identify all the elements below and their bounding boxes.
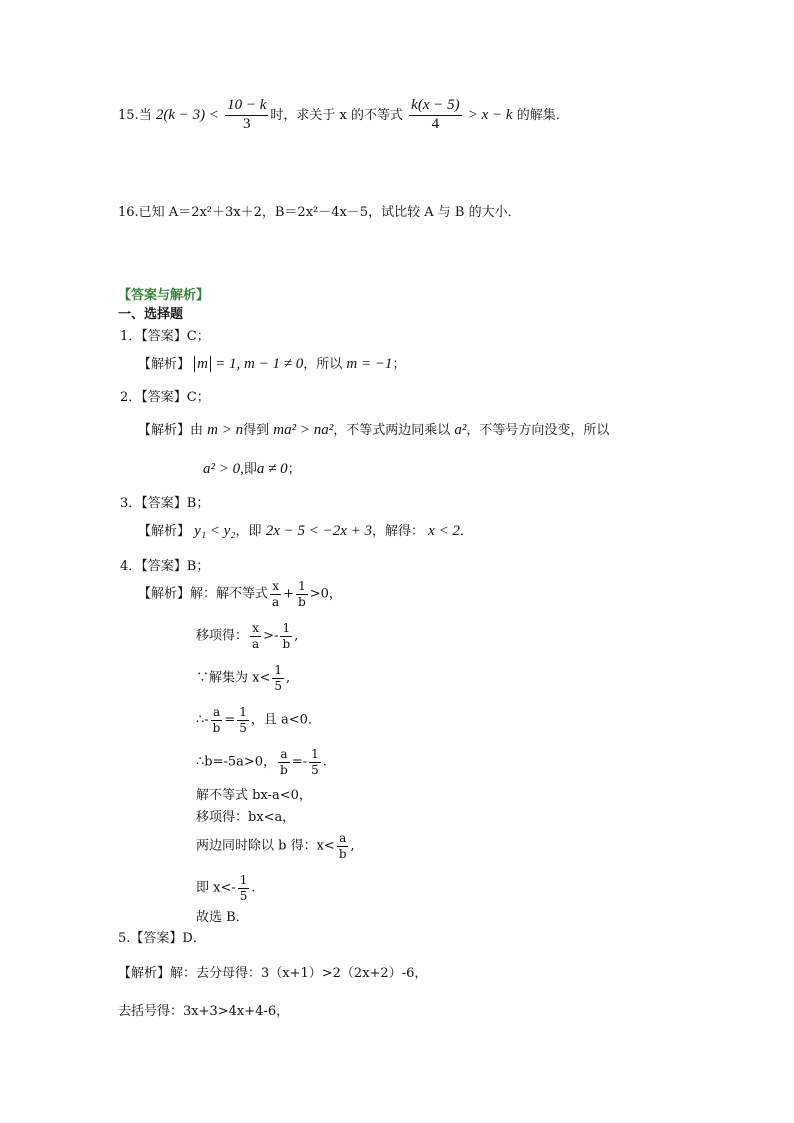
answer-4: 4．【答案】B； <box>120 559 210 574</box>
fraction-1-over-5 <box>237 706 249 734</box>
fraction-numerator: a <box>212 705 221 719</box>
math-expression: a² > 0, <box>203 461 244 477</box>
punct: ； <box>287 462 301 477</box>
explanation-text: ，即 <box>235 524 262 539</box>
explanation-text: ，且 a<0． <box>250 712 321 728</box>
explanation-3 <box>138 524 473 539</box>
fraction-x-over-a <box>270 580 281 608</box>
explanation-text: ∵解集为 x< <box>196 670 271 686</box>
fraction-a-over-b <box>211 706 223 734</box>
explanation-text: ∴- <box>196 712 209 728</box>
explanation-4-line-3 <box>196 664 290 692</box>
q15-text-3: 的解集． <box>516 107 569 123</box>
fraction-denominator: a <box>252 636 260 651</box>
explanation-text: ∴b=-5a>0， <box>196 754 277 770</box>
fraction-numerator: 1 <box>239 705 247 719</box>
explanation-label: 【解析】 <box>138 524 191 539</box>
math-expression: = 1, m − 1 ≠ 0 <box>215 356 304 372</box>
punct: , <box>294 628 299 644</box>
fraction-1-over-5 <box>238 874 250 902</box>
fraction-denominator: b <box>282 636 291 651</box>
math-expression: ma² > na² <box>273 422 334 438</box>
explanation-4-line-2 <box>196 622 298 650</box>
explanation-text: 得到 <box>243 423 270 438</box>
math-expression: 2x − 5 < −2x + 3 <box>265 523 372 539</box>
q15-rhs-math: > x − k <box>467 106 513 123</box>
explanation-text: ，不等式两边同乘以 <box>333 423 451 438</box>
punct: , <box>286 670 291 686</box>
punct: . <box>322 754 327 770</box>
explanation-text: 即 <box>243 462 257 477</box>
explanation-2-line-2 <box>203 462 301 477</box>
fraction-1-over-b <box>296 580 308 608</box>
fraction-denominator: 5 <box>239 888 248 903</box>
abs-value-m: m <box>194 356 211 372</box>
fraction-denominator: 5 <box>239 720 247 735</box>
explanation-text: >0， <box>309 586 342 602</box>
fraction-numerator: 1 <box>239 873 248 887</box>
q15-text-1: 当 <box>138 107 152 123</box>
fraction-denominator: b <box>280 762 288 777</box>
q15-fraction-1 <box>225 98 268 133</box>
explanation-text: >- <box>263 628 279 644</box>
math-result: m = −1 <box>346 356 393 372</box>
fraction-numerator: x <box>272 579 279 593</box>
fraction-denominator: 3 <box>243 115 251 132</box>
explanation-text: ，解得： <box>372 524 425 539</box>
math-expression: m > n <box>207 422 244 438</box>
fraction-a-over-b <box>337 832 349 860</box>
explanation-text: =- <box>291 754 308 770</box>
explanation-text: ，所以 <box>303 357 343 372</box>
fraction-numerator: a <box>339 831 347 845</box>
question-number: 15. <box>118 107 139 123</box>
answer-section-title: 【答案与解析】 <box>118 288 210 303</box>
choice-section-title: 一、选择题 <box>118 307 184 322</box>
fraction-denominator: b <box>212 720 221 735</box>
q15-lhs-math: 2(k − 3) < <box>155 106 219 123</box>
explanation-label: 【解析】由 <box>138 423 204 438</box>
explanation-5-line-2: 去括号得：3x+3>4x+4-6， <box>118 1004 290 1019</box>
explanation-label: 【解析】解：解不等式 <box>138 586 269 602</box>
explanation-1 <box>138 357 405 372</box>
fraction-denominator: a <box>272 594 280 609</box>
explanation-text: 两边同时除以 b 得：x< <box>196 838 335 854</box>
explanation-4-line-9 <box>196 874 256 902</box>
fraction-denominator: b <box>298 594 306 609</box>
math-expression: x < 2 <box>428 523 460 539</box>
explanation-4-line-5 <box>196 748 327 776</box>
explanation-4-line-1: 【解析】解：解不等式 $\frac{x}{a}$ + $\frac{1}{b}$ >0， <box>138 579 342 609</box>
explanation-5-line-1: 【解析】解：去分母得：3（x+1）>2（2x+2）-6， <box>118 966 428 981</box>
fraction-denominator: b <box>338 846 347 861</box>
answer-2: 2．【答案】C； <box>120 390 210 405</box>
fraction-numerator: 1 <box>311 747 319 761</box>
explanation-label: 【解析】 <box>138 357 191 372</box>
fraction-a-over-b <box>278 748 290 776</box>
question-15 <box>118 98 569 133</box>
q15-text-2: 时，求关于 x 的不等式 <box>270 107 404 123</box>
answer-1: 1．【答案】C； <box>120 329 210 344</box>
fraction-numerator: a <box>280 747 288 761</box>
fraction-numerator: 1 <box>282 621 291 635</box>
explanation-text: = <box>224 712 236 728</box>
explanation-4-line-7: 移项得：bx<a， <box>196 810 296 825</box>
math-expression: a ≠ 0 <box>256 461 288 477</box>
fraction-numerator: x <box>252 621 259 635</box>
fraction-denominator: 4 <box>431 115 440 132</box>
punct: ； <box>392 357 406 372</box>
punct: , <box>350 838 355 854</box>
fraction-denominator: 5 <box>311 762 319 777</box>
q15-fraction-2 <box>409 98 461 133</box>
fraction-1-over-5 <box>309 748 321 776</box>
fraction-1-over-5 <box>272 664 284 692</box>
explanation-4-line-8 <box>196 832 355 860</box>
math-expression: a² <box>454 422 467 438</box>
math-expression: y₁ < y₂ <box>194 523 236 539</box>
explanation-text: 移项得： <box>196 628 249 644</box>
fraction-numerator: 1 <box>274 663 282 677</box>
fraction-numerator: k(x − 5) <box>409 98 461 116</box>
explanation-4-line-6: 解不等式 bx-a<0， <box>196 788 312 803</box>
answer-3: 3．【答案】B； <box>120 496 210 511</box>
fraction-x-over-a <box>250 622 261 650</box>
explanation-4-line-4 <box>196 706 321 734</box>
explanation-4-line-10: 故选 B． <box>196 910 249 925</box>
explanation-text: 即 x<- <box>196 880 236 896</box>
explanation-2 <box>138 423 609 438</box>
explanation-text: ，不等号方向没变，所以 <box>466 423 610 438</box>
q16-text: 16.已知 A＝2x²＋3x＋2，B＝2x²－4x－5，试比较 A 与 B 的大小． <box>118 205 521 220</box>
fraction-denominator: 5 <box>274 678 282 693</box>
fraction-1-over-b <box>280 622 292 650</box>
punct: . <box>251 880 256 896</box>
fraction-numerator: 10 − k <box>225 98 268 116</box>
answer-5: 5.【答案】D． <box>118 931 206 946</box>
fraction-numerator: 1 <box>298 579 306 593</box>
question-16 <box>118 206 521 219</box>
punct: ． <box>459 524 473 539</box>
